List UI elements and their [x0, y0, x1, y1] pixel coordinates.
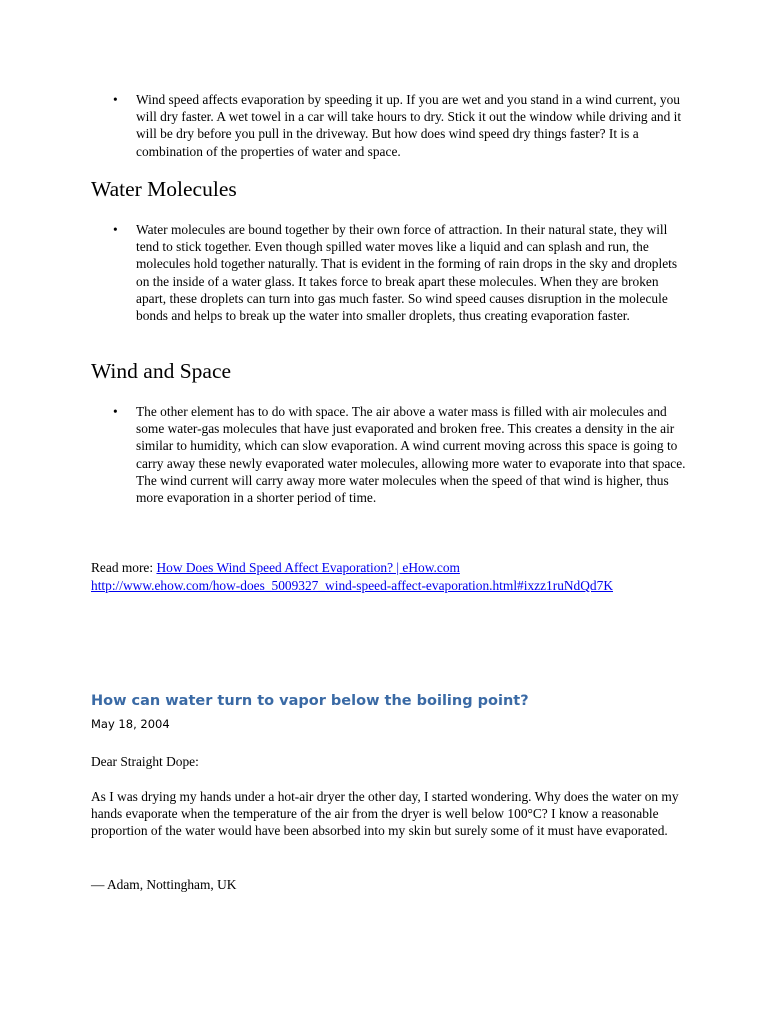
article-salutation: Dear Straight Dope:: [91, 754, 199, 769]
list-item: [91, 221, 691, 324]
bullet-icon: •: [113, 92, 118, 107]
list-item: [91, 91, 691, 160]
article-title: How can water turn to vapor below the boiling point?: [91, 693, 529, 709]
article-signature: — Adam, Nottingham, UK: [91, 877, 237, 892]
bullet-text: Wind speed affects evaporation by speeding it up. If you are wet and you stand in a wind current, you will dry faster. A wet towel in a car will take hours to dry. Stick it out the window while driving and it will be dry before you pull in the driveway. But how does wind speed dry things faster? It is a combination of the properties of water and space.: [136, 92, 682, 159]
bullet-icon: •: [113, 404, 118, 419]
bullet-text: The other element has to do with space. The air above a water mass is filled with air molecules and some water-gas molecules that have just evaporated and broken free. This creates a density in the air similar to humidity, which can slow evaporation. A wind current moving across this space is going to carry away these newly evaporated water molecules, allowing more water to evaporate into that space. The wind current will carry away more water molecules when the speed of that wind is higher, thus more evaporation in a shorter period of time.: [136, 404, 686, 506]
water-molecules-bullet-list: [91, 221, 691, 324]
read-more-prefix: Read more:: [91, 560, 157, 575]
section-heading-water-molecules: Water Molecules: [91, 177, 237, 201]
list-item: [91, 403, 691, 506]
article-date: May 18, 2004: [91, 717, 170, 731]
intro-bullet-list: [91, 91, 691, 160]
article-body: As I was drying my hands under a hot-air dryer the other day, I started wondering. Why does the water on my hands evaporate when the temperature of the air from the dryer is well below 100°C? I know a reasonable proportion of the water would have been absorbed into my skin but surely some of it must have evaporated.: [91, 789, 679, 839]
bullet-text: Water molecules are bound together by their own force of attraction. In their natural state, they will tend to stick together. Even though spilled water moves like a liquid and can splash and run, the molecules hold together naturally. That is evident in the forming of rain drops in the sky and droplets on the inside of a water glass. It takes force to break apart these molecules. When they are broken apart, these droplets can turn into gas much faster. So wind speed causes disruption in the molecule bonds and helps to break up the water into smaller droplets, thus creating evaporation faster.: [136, 222, 678, 324]
section-heading-wind-and-space: Wind and Space: [91, 359, 232, 383]
wind-space-bullet-list: [91, 403, 691, 506]
read-more-title-link[interactable]: How Does Wind Speed Affect Evaporation? | eHow.com: [156, 560, 460, 575]
bullet-icon: •: [113, 222, 118, 237]
read-more-url-link[interactable]: http://www.ehow.com/how-does_5009327_wind-speed-affect-evaporation.html#ixzz1ruNdQd7K: [91, 578, 613, 593]
read-more: [91, 559, 691, 595]
